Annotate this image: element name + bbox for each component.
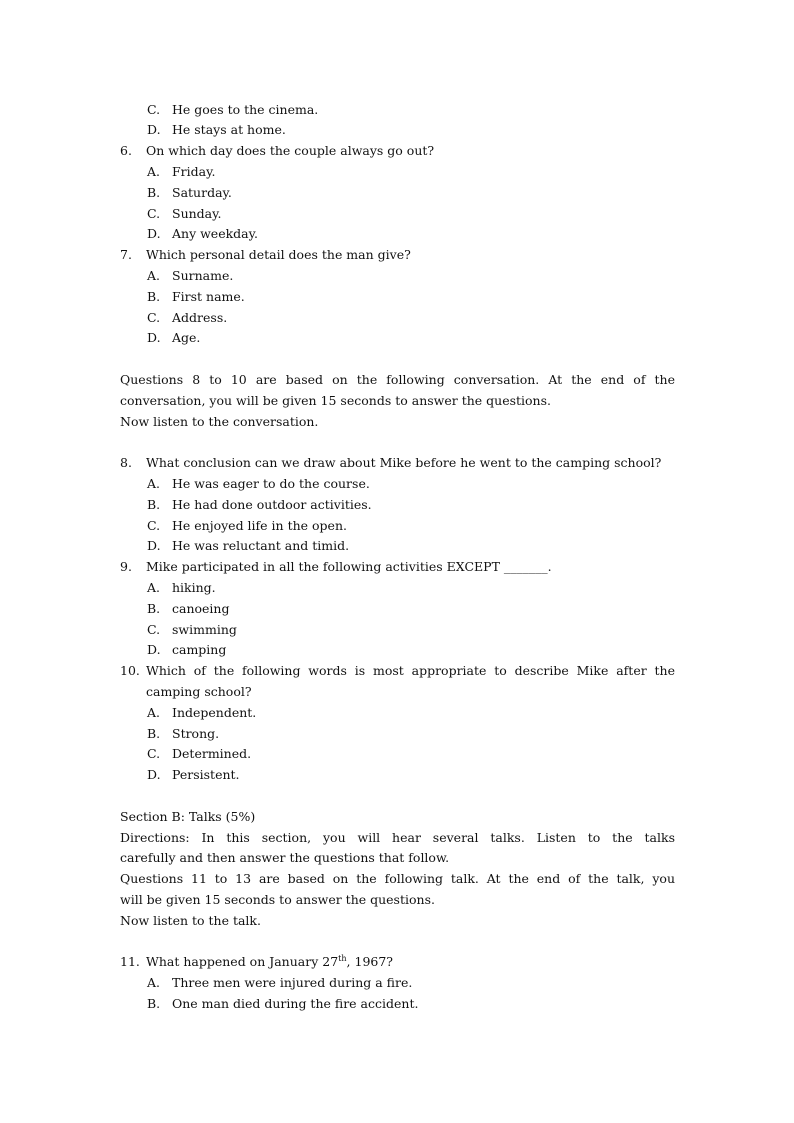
option-row	[147, 726, 219, 742]
option-text: hiking.	[172, 580, 216, 595]
option-text: Persistent.	[172, 767, 240, 782]
question-number: 10.	[120, 663, 140, 678]
question-text: What conclusion can we draw about Mike before he went to the camping school?	[146, 455, 662, 470]
section-title: Section B: Talks (5%)	[120, 809, 256, 824]
option-text: He goes to the cinema.	[172, 102, 319, 117]
question-11	[120, 954, 393, 970]
option-text: Address.	[172, 310, 228, 325]
option-text: camping	[172, 642, 227, 657]
section-directions: Directions: In this section, you will hear several talks. Listen to the talks	[120, 830, 675, 845]
option-letter: A.	[147, 164, 161, 179]
option-letter: D.	[147, 642, 161, 657]
option-text: He enjoyed life in the open.	[172, 518, 347, 533]
option-text: Strong.	[172, 726, 220, 741]
option-row	[147, 767, 240, 783]
option-row	[147, 102, 318, 118]
option-row	[147, 206, 222, 222]
option-letter: D.	[147, 538, 161, 553]
option-letter: A.	[147, 580, 161, 595]
option-row	[147, 996, 418, 1012]
option-letter: A.	[147, 975, 161, 990]
question-8	[120, 455, 661, 471]
option-row	[147, 289, 245, 305]
option-text: He was eager to do the course.	[172, 476, 370, 491]
question-text-continued: camping school?	[146, 684, 252, 699]
talk-intro-line: will be given 15 seconds to answer the questions.	[120, 892, 435, 907]
option-text: Independent.	[172, 705, 257, 720]
option-letter: C.	[147, 622, 161, 637]
option-letter: D.	[147, 767, 161, 782]
question-6	[120, 143, 434, 159]
option-letter: D.	[147, 226, 161, 241]
option-row	[147, 330, 200, 346]
option-text: Saturday.	[172, 185, 232, 200]
question-9	[120, 559, 552, 575]
question-10	[120, 663, 675, 679]
option-row	[147, 538, 349, 554]
option-letter: D.	[147, 122, 161, 137]
question-text-end: , 1967?	[346, 954, 394, 969]
option-text: Determined.	[172, 746, 252, 761]
talk-intro-line: Questions 11 to 13 are based on the following talk. At the end of the talk, you	[120, 871, 675, 886]
option-text: He was reluctant and timid.	[172, 538, 350, 553]
option-letter: A.	[147, 705, 161, 720]
option-row	[147, 476, 370, 492]
option-text: Three men were injured during a fire.	[172, 975, 413, 990]
question-text: Which personal detail does the man give?	[146, 247, 411, 262]
option-row	[147, 580, 216, 596]
option-letter: A.	[147, 268, 161, 283]
option-text: Friday.	[172, 164, 216, 179]
option-letter: B.	[147, 497, 161, 512]
question-number: 7.	[120, 247, 132, 262]
option-letter: C.	[147, 746, 161, 761]
option-text: swimming	[172, 622, 237, 637]
option-row	[147, 746, 251, 762]
conversation-intro-line: Now listen to the conversation.	[120, 414, 319, 429]
option-text: He stays at home.	[172, 122, 286, 137]
option-text: Surname.	[172, 268, 234, 283]
question-number: 6.	[120, 143, 132, 158]
option-text: Sunday.	[172, 206, 222, 221]
option-letter: C.	[147, 518, 161, 533]
option-row	[147, 497, 372, 513]
question-number: 11.	[120, 954, 140, 969]
question-text: On which day does the couple always go out?	[146, 143, 435, 158]
option-row	[147, 268, 233, 284]
option-row	[147, 642, 226, 658]
ordinal-suffix: th	[338, 953, 347, 963]
option-text: canoeing	[172, 601, 230, 616]
option-row	[147, 122, 286, 138]
option-letter: D.	[147, 330, 161, 345]
option-row	[147, 164, 215, 180]
option-letter: B.	[147, 289, 161, 304]
option-letter: B.	[147, 601, 161, 616]
section-directions: carefully and then answer the questions that follow.	[120, 850, 450, 865]
option-text: Any weekday.	[172, 226, 259, 241]
option-letter: C.	[147, 102, 161, 117]
option-row	[147, 705, 256, 721]
conversation-intro-line: Questions 8 to 10 are based on the following conversation. At the end of the	[120, 372, 675, 387]
option-row	[147, 310, 227, 326]
option-text: He had done outdoor activities.	[172, 497, 372, 512]
option-text: First name.	[172, 289, 245, 304]
question-7	[120, 247, 411, 263]
option-letter: C.	[147, 310, 161, 325]
option-letter: B.	[147, 185, 161, 200]
question-number: 8.	[120, 455, 132, 470]
talk-intro-line: Now listen to the talk.	[120, 913, 261, 928]
conversation-intro-line: conversation, you will be given 15 seconds to answer the questions.	[120, 393, 551, 408]
option-row	[147, 518, 347, 534]
option-letter: A.	[147, 476, 161, 491]
question-number: 9.	[120, 559, 132, 574]
option-row	[147, 226, 258, 242]
option-row	[147, 975, 412, 991]
question-text: Mike participated in all the following activities EXCEPT _______.	[146, 559, 552, 574]
option-row	[147, 185, 232, 201]
option-letter: B.	[147, 726, 161, 741]
option-letter: C.	[147, 206, 161, 221]
option-letter: B.	[147, 996, 161, 1011]
option-row	[147, 622, 237, 638]
option-row	[147, 601, 229, 617]
question-text: Which of the following words is most appropriate to describe Mike after the	[146, 663, 675, 678]
question-text: What happened on January 27	[146, 954, 339, 969]
option-text: Age.	[172, 330, 201, 345]
option-text: One man died during the fire accident.	[172, 996, 419, 1011]
